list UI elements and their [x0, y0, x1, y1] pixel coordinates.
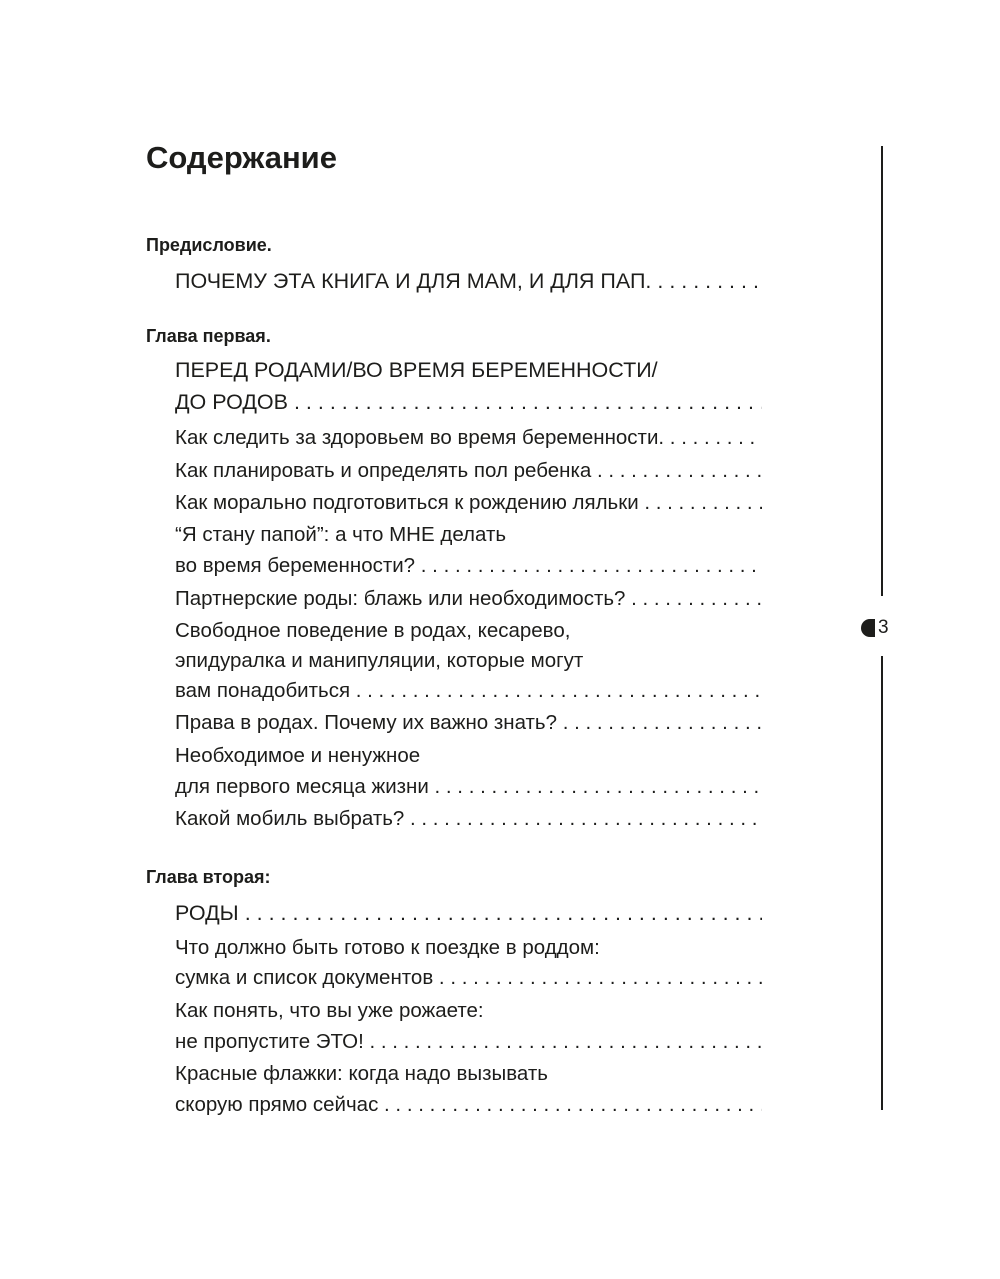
- toc-entry: ДО РОДОВ . . .: [175, 389, 762, 415]
- toc-entry: Права в родах. Почему их важно знать? . . .: [175, 710, 762, 736]
- toc-entry: Необходимое и ненужное: [175, 744, 421, 767]
- toc-entry: РОДЫ . . .: [175, 900, 762, 926]
- toc-entry: Партнерские роды: блажь или необходимость? . . .: [175, 586, 762, 612]
- toc-entry: во время беременности? . . .: [175, 553, 762, 579]
- chapter1-label: Глава первая.: [146, 326, 271, 346]
- toc-entry: сумка и список документов . . .: [175, 965, 762, 991]
- margin-rule-top: [881, 146, 883, 596]
- toc-entry: Какой мобиль выбрать? . . .: [175, 806, 762, 832]
- toc-entry: Что должно быть готово к поездке в роддом:: [175, 936, 600, 959]
- toc-entry: скорую прямо сейчас . . .: [175, 1092, 762, 1118]
- toc-entry: вам понадобиться . . .: [175, 678, 762, 704]
- toc-entry: не пропустите ЭТО! . . .: [175, 1029, 762, 1055]
- toc-entry: Как понять, что вы уже рожаете:: [175, 999, 484, 1022]
- toc-entry: Красные флажки: когда надо вызывать: [175, 1062, 548, 1085]
- toc-entry: Как следить за здоровьем во время беременности. . . .: [175, 425, 762, 451]
- chapter2-label: Глава вторая:: [146, 867, 271, 887]
- page-title: Содержание: [146, 140, 337, 175]
- margin-rule-bottom: [881, 656, 883, 1110]
- toc-entry: “Я стану папой”: а что МНЕ делать: [175, 523, 507, 546]
- page-number: 3: [878, 617, 889, 638]
- toc-entry: эпидуралка и манипуляции, которые могут: [175, 649, 584, 672]
- toc-entry: Свободное поведение в родах, кесарево,: [175, 619, 571, 642]
- toc-entry: Как планировать и определять пол ребенка . . .: [175, 458, 762, 484]
- toc-entry: для первого месяца жизни . . .: [175, 774, 762, 800]
- page-tab-marker: [861, 619, 875, 637]
- toc-entry: ПЕРЕД РОДАМИ/ВО ВРЕМЯ БЕРЕМЕННОСТИ/: [175, 358, 658, 382]
- toc-entry: ПОЧЕМУ ЭТА КНИГА И ДЛЯ МАМ, И ДЛЯ ПАП. . . .: [175, 268, 762, 294]
- toc-entry: Как морально подготовиться к рождению ляльки . . .: [175, 490, 762, 516]
- preface-label: Предисловие.: [146, 235, 272, 255]
